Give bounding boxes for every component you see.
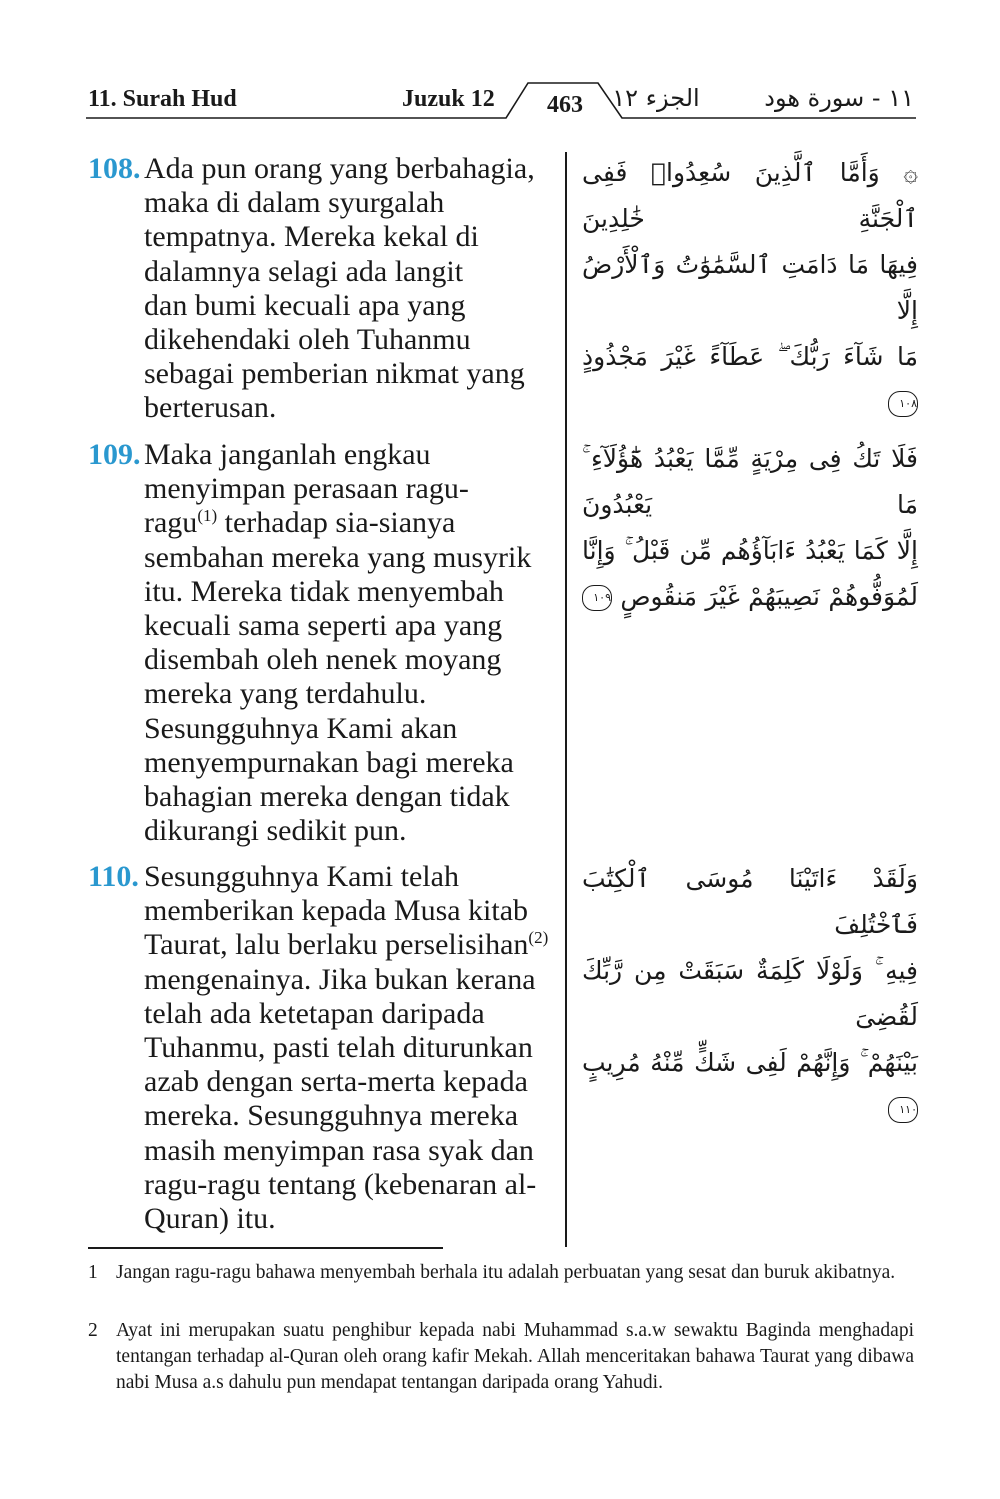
footnote-text: Jangan ragu-ragu bahawa menyembah berhala itu adalah perbuatan yang sesat dan buruk akibatnya. xyxy=(116,1262,896,1283)
ayah-end-marker: ١١٠ xyxy=(888,1097,918,1123)
page-header xyxy=(0,0,1000,130)
surah-title-arabic: ١١ - سورة هود xyxy=(764,84,914,112)
surah-title-latin: 11. Surah Hud xyxy=(88,86,237,112)
verse-number: 109. xyxy=(88,438,141,471)
arabic-text: ۞ وَأَمَّا ٱلَّذِينَ سُعِدُوا۟ فَفِى ٱلْجَنَّةِ خَٰلِدِينَ فِيهَا مَا دَامَتِ ٱلسَّمَٰوَٰتُ وَٱلْأَرْضُ إِلَّا مَا شَآءَ رَبُّكَ ۖ عَطَآءً غَيْرَ مَجْذُوذٍ xyxy=(582,158,918,371)
footnote-text: Ayat ini merupakan suatu penghibur kepada nabi Muhammad s.a.w sewaktu Baginda menghadapi tentangan terhadap al-Quran oleh orang kafir Mekah. Allah menceritakan bahawa Taurat yang dibawa nabi Musa a.s dahulu pun mendapat tentangan daripada orang Yahudi. xyxy=(116,1320,914,1393)
page-number: 463 xyxy=(547,92,583,118)
verse-arabic-108 xyxy=(582,150,918,426)
verse-text: Maka janganlah engkau menyimpan perasaan ragu- ragu$^{(1)}$ terhadap sia-sianya sembahan mereka yang musyrik itu. Mereka tidak menyembah kecuali sama seperti apa yang disembah oleh nenek moyang mereka yang terdahulu. Sesungguhnya Kami akan menyempurnakan bagi mereka bahagian mereka dengan tidak dikurangi sedikit pun. xyxy=(144,438,532,848)
footnote-rule xyxy=(88,1247,443,1249)
verse-arabic-109 xyxy=(582,436,918,620)
footnote-2 xyxy=(88,1318,914,1396)
verse-text: Ada pun orang yang berbahagia, maka di dalam syurgalah tempatnya. Mereka kekal di dalamnya selagi ada langit dan bumi kecuali apa yang dikehendaki oleh Tuhanmu sebagai pemberian nikmat yang berterusan. xyxy=(144,152,535,425)
footnote-1 xyxy=(88,1260,914,1286)
verse-translation-109 xyxy=(88,438,558,848)
arabic-text: وَلَقَدْ ءَاتَيْنَا مُوسَى ٱلْكِتَٰبَ فَٱخْتُلِفَ فِيهِ ۚ وَلَوْلَا كَلِمَةٌ سَبَقَتْ مِن رَّبِّكَ لَقُضِىَ بَيْنَهُمْ ۚ وَإِنَّهُمْ لَفِى شَكٍّ مِّنْهُ مُرِيبٍ xyxy=(582,864,918,1077)
ayah-end-marker: ١٠٩ xyxy=(582,585,612,611)
footnote-ref-1[interactable]: (1) xyxy=(197,506,218,526)
verse-translation-110 xyxy=(88,860,558,1236)
footnote-ref-2[interactable]: (2) xyxy=(528,928,549,948)
juzuk-label: Juzuk 12 xyxy=(402,86,495,112)
verse-number: 108. xyxy=(88,152,141,185)
arabic-text: فَلَا تَكُ فِى مِرْيَةٍ مِّمَّا يَعْبُدُ هَٰٓؤُلَآءِ ۚ مَا يَعْبُدُونَ إِلَّا كَمَا يَعْبُدُ ءَابَآؤُهُم مِّن قَبْلُ ۚ وَإِنَّا لَمُوَفُّوهُمْ نَصِيبَهُمْ غَيْرَ مَنقُوصٍ xyxy=(582,444,918,611)
verse-arabic-110 xyxy=(582,856,918,1132)
verse-number: 110. xyxy=(88,860,139,893)
column-divider xyxy=(565,152,567,1247)
footnote-number: 1 xyxy=(88,1262,98,1283)
verse-text: Sesungguhnya Kami telah memberikan kepada Musa kitab Taurat, lalu berlaku perselisihan$^{(2)}$ mengenainya. Jika bukan kerana telah ada ketetapan daripada Tuhanmu, pasti telah diturunkan azab dengan serta-merta kepada mereka. Sesungguhnya mereka masih menyimpan rasa syak dan ragu-ragu tentang (kebenaran al- Quran) itu. xyxy=(144,860,549,1236)
juz-label-arabic: الجزء ١٢ xyxy=(612,84,700,112)
footnote-number: 2 xyxy=(88,1320,98,1341)
ayah-end-marker: ١٠٨ xyxy=(888,391,918,417)
verse-translation-108 xyxy=(88,152,558,426)
